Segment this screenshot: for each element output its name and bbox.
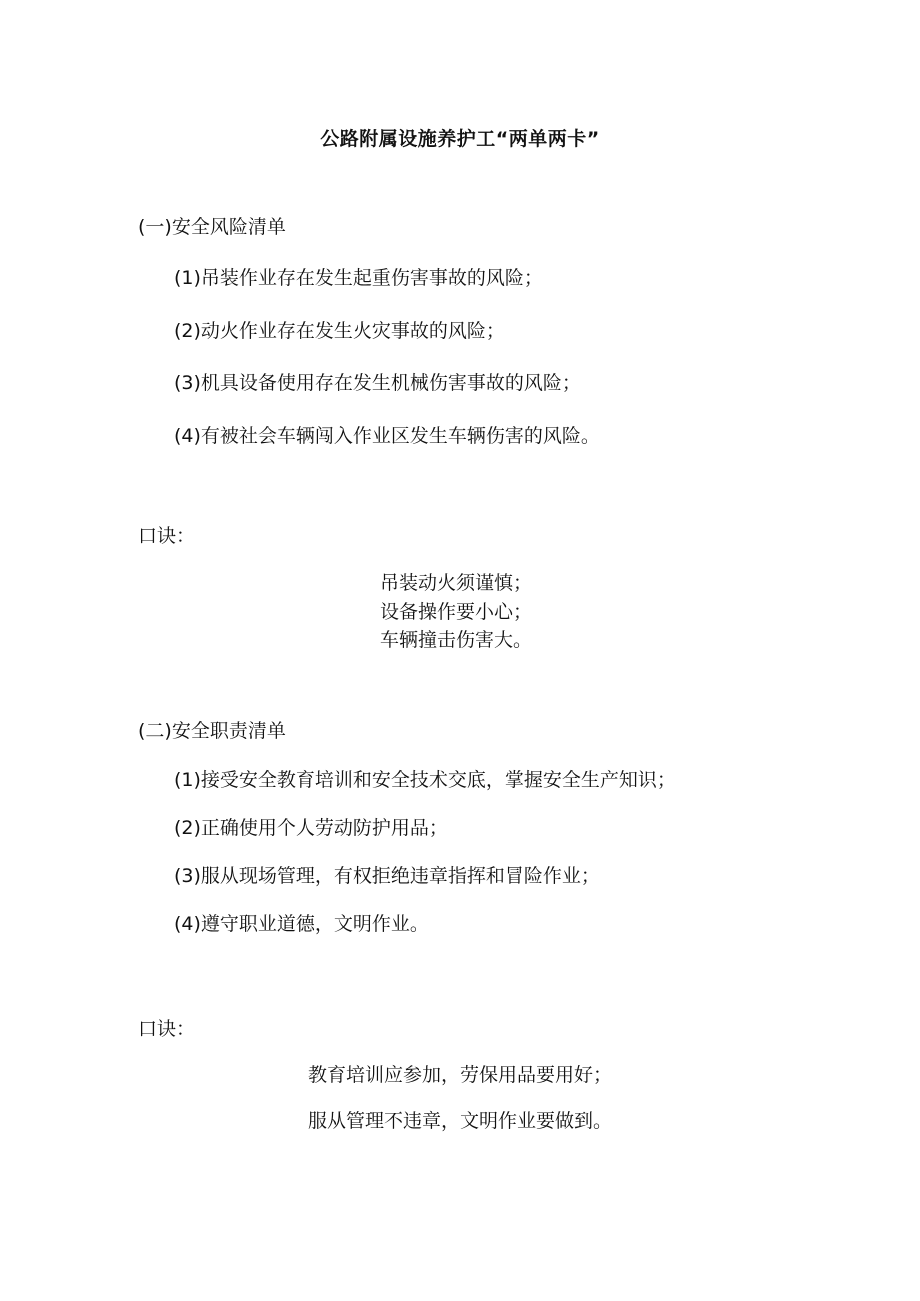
duty-mnemonic-label: 口诀： bbox=[138, 1018, 196, 1040]
duty-item-2: (2)正确使用个人劳动防护用品； bbox=[174, 817, 448, 839]
risk-item-2: (2)动火作业存在发生火灾事故的风险； bbox=[174, 320, 505, 342]
duty-mnemonic-line-2: 服从管理不违章，文明作业要做到。 bbox=[307, 1110, 612, 1132]
duty-item-1: (1)接受安全教育培训和安全技术交底，掌握安全生产知识； bbox=[174, 769, 676, 791]
duty-item-4: (4)遵守职业道德，文明作业。 bbox=[174, 913, 429, 935]
document-title: 公路附属设施养护工“两单两卡” bbox=[320, 128, 600, 150]
risk-item-4: (4)有被社会车辆闯入作业区发生车辆伤害的风险。 bbox=[174, 425, 600, 447]
duty-mnemonic-line-1: 教育培训应参加，劳保用品要用好； bbox=[307, 1064, 612, 1086]
risk-section-heading: (一)安全风险清单 bbox=[138, 216, 286, 238]
duty-section-heading: (二)安全职责清单 bbox=[138, 720, 286, 742]
risk-mnemonic-label: 口诀： bbox=[138, 525, 196, 547]
risk-item-1: (1)吊装作业存在发生起重伤害事故的风险； bbox=[174, 267, 543, 289]
duty-item-3: (3)服从现场管理，有权拒绝违章指挥和冒险作业； bbox=[174, 865, 600, 887]
risk-mnemonic-line-3: 车辆撞击伤害大。 bbox=[379, 629, 532, 651]
risk-item-3: (3)机具设备使用存在发生机械伤害事故的风险； bbox=[174, 372, 581, 394]
risk-mnemonic-line-2: 设备操作要小心； bbox=[379, 601, 532, 623]
risk-mnemonic-line-1: 吊装动火须谨慎； bbox=[379, 572, 532, 594]
